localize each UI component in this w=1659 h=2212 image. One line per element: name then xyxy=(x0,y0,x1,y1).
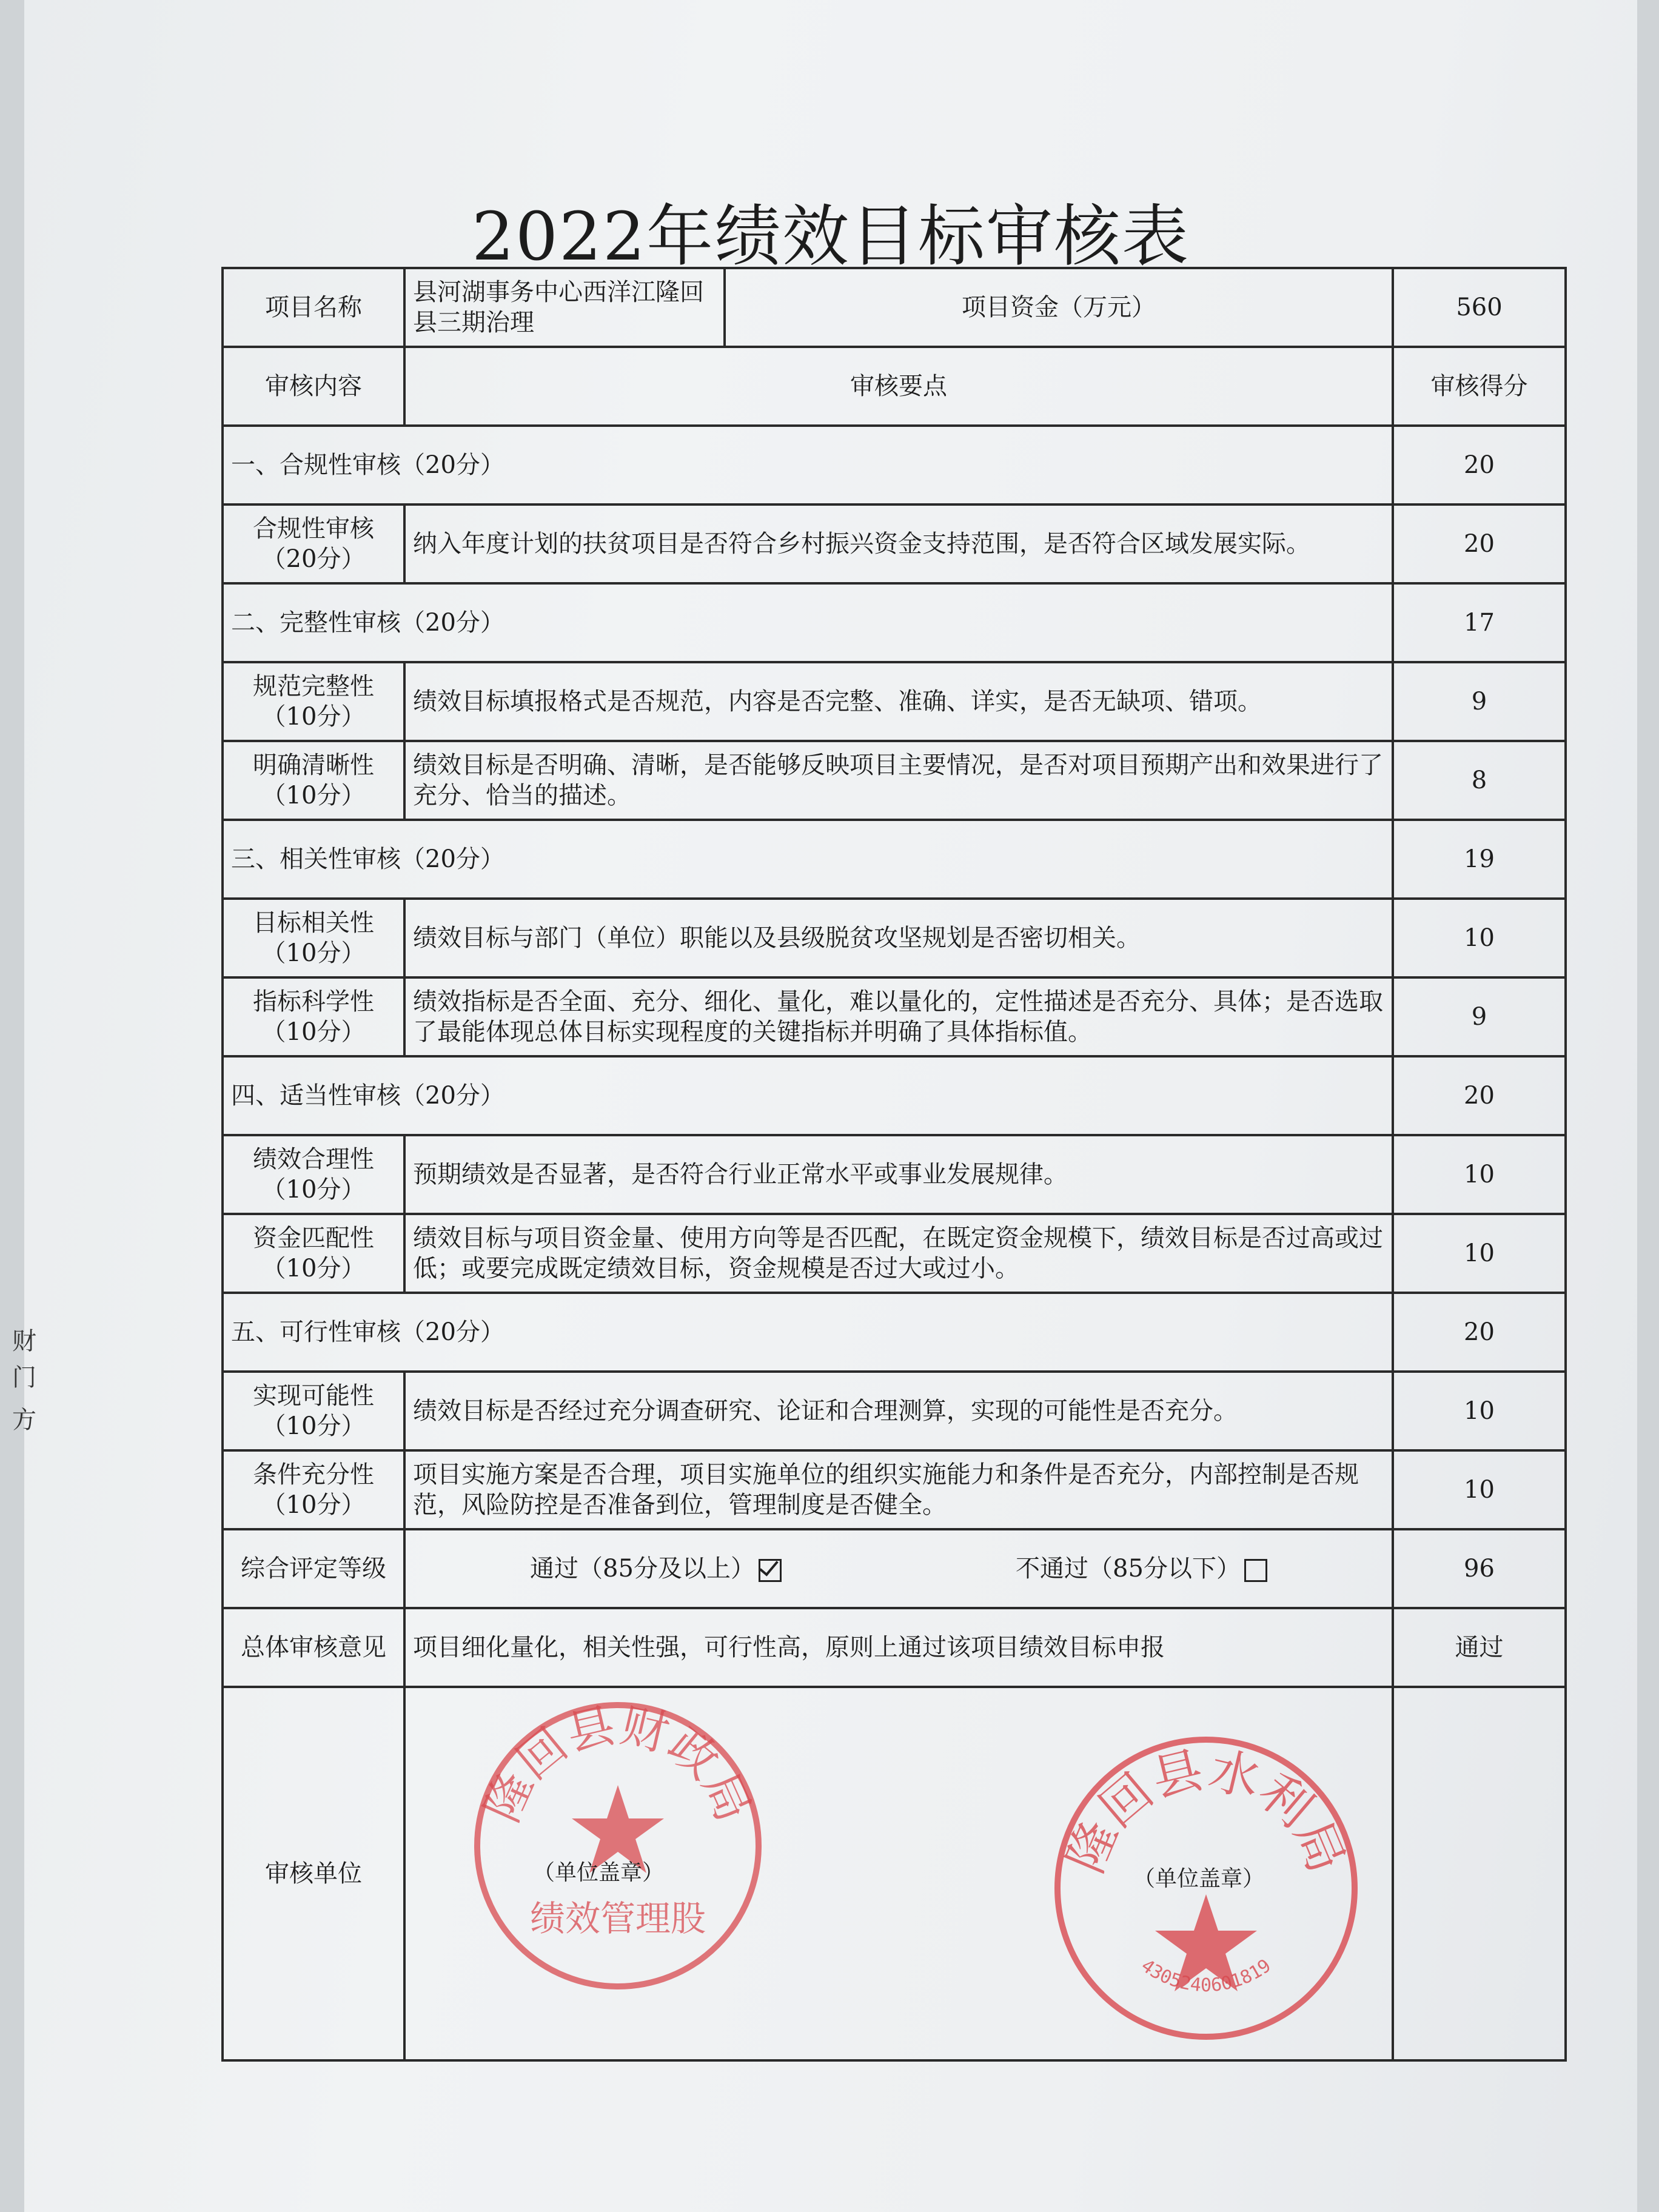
finance-bureau-seal xyxy=(466,1694,769,1997)
section-row xyxy=(223,426,1566,504)
review-table xyxy=(221,267,1567,2062)
section-score: 17 xyxy=(1393,583,1566,662)
section-row xyxy=(223,583,1566,662)
item-row xyxy=(223,662,1566,741)
item-desc: 纳入年度计划的扶贫项目是否符合乡村振兴资金支持范围，是否符合区域发展实际。 xyxy=(404,504,1393,583)
item-desc: 项目实施方案是否合理，项目实施单位的组织实施能力和条件是否充分，内部控制是否规范，风险防控是否准备到位，管理制度是否健全。 xyxy=(404,1450,1393,1529)
project-name-label: 项目名称 xyxy=(223,268,404,347)
item-name: 绩效合理性 （10分） xyxy=(223,1135,404,1214)
section-title: 一、合规性审核（20分） xyxy=(223,426,1393,504)
item-name: 指标科学性 （10分） xyxy=(223,977,404,1056)
project-row xyxy=(223,268,1566,347)
overall-label: 综合评定等级 xyxy=(223,1529,404,1608)
opinion-result: 通过 xyxy=(1393,1608,1566,1687)
opinion-row xyxy=(223,1608,1566,1687)
item-name: 目标相关性 （10分） xyxy=(223,899,404,977)
item-score: 10 xyxy=(1393,1372,1566,1450)
project-name-inner xyxy=(406,269,1392,346)
item-desc: 预期绩效是否显著，是否符合行业正常水平或事业发展规律。 xyxy=(404,1135,1393,1214)
seal2-caption: （单位盖章） xyxy=(1133,1866,1265,1891)
section-row xyxy=(223,1056,1566,1135)
item-score: 9 xyxy=(1393,662,1566,741)
overall-row xyxy=(223,1529,1566,1608)
section-title: 三、相关性审核（20分） xyxy=(223,820,1393,899)
overall-score: 96 xyxy=(1393,1529,1566,1608)
pass-checkbox[interactable] xyxy=(759,1559,782,1582)
item-score: 10 xyxy=(1393,1135,1566,1214)
fund-label: 项目资金（万元） xyxy=(962,293,1156,321)
fail-option: 不通过（85分以下） xyxy=(1016,1553,1267,1584)
opinion-text: 项目细化量化，相关性强，可行性高，原则上通过该项目绩效目标申报 xyxy=(404,1608,1393,1687)
item-score: 10 xyxy=(1393,899,1566,977)
project-name-value: 县河湖事务中心西洋江隆回县三期治理 xyxy=(406,269,726,346)
section-row xyxy=(223,1293,1566,1372)
item-score: 8 xyxy=(1393,741,1566,820)
item-row xyxy=(223,1135,1566,1214)
seal-area xyxy=(404,1687,1393,2060)
overall-options xyxy=(413,1553,1384,1584)
item-name: 合规性审核 （20分） xyxy=(223,504,404,583)
unit-score-empty xyxy=(1393,1687,1566,2060)
document-title: 2022年绩效目标审核表 xyxy=(472,198,1190,275)
item-name: 资金匹配性 （10分） xyxy=(223,1214,404,1293)
item-row xyxy=(223,1214,1566,1293)
section-title: 四、适当性审核（20分） xyxy=(223,1056,1393,1135)
svg-text:隆回县水利局: 隆回县水利局 xyxy=(1056,1741,1356,1881)
section-title: 五、可行性审核（20分） xyxy=(223,1293,1393,1372)
section-score: 20 xyxy=(1393,1293,1566,1372)
item-desc: 绩效目标是否明确、清晰，是否能够反映项目主要情况，是否对项目预期产出和效果进行了充分、恰当的描述。 xyxy=(404,741,1393,820)
section-title: 二、完整性审核（20分） xyxy=(223,583,1393,662)
item-name: 明确清晰性 （10分） xyxy=(223,741,404,820)
points-label: 审核要点 xyxy=(404,347,1393,426)
item-row xyxy=(223,977,1566,1056)
item-row xyxy=(223,741,1566,820)
document-sheet xyxy=(12,0,1637,2212)
fund-value: 560 xyxy=(1393,268,1566,347)
section-score: 20 xyxy=(1393,426,1566,504)
pass-option: 通过（85分及以上） xyxy=(530,1553,782,1584)
item-row xyxy=(223,1450,1566,1529)
opinion-label: 总体审核意见 xyxy=(223,1608,404,1687)
item-name: 规范完整性 （10分） xyxy=(223,662,404,741)
item-desc: 绩效目标与项目资金量、使用方向等是否匹配，在既定资金规模下，绩效目标是否过高或过低；或要完成既定绩效目标，资金规模是否过大或过小。 xyxy=(404,1214,1393,1293)
content-label: 审核内容 xyxy=(223,347,404,426)
edge-fragment: 财 xyxy=(12,1327,36,1355)
item-desc: 绩效目标是否经过充分调查研究、论证和合理测算，实现的可能性是否充分。 xyxy=(404,1372,1393,1450)
item-score: 9 xyxy=(1393,977,1566,1056)
edge-fragment: 门 xyxy=(12,1364,36,1392)
item-name: 实现可能性 （10分） xyxy=(223,1372,404,1450)
fail-checkbox[interactable] xyxy=(1244,1559,1267,1582)
item-desc: 绩效指标是否全面、充分、细化、量化，难以量化的，定性描述是否充分、具体；是否选取了最能体现总体目标实现程度的关键指标并明确了具体指标值。 xyxy=(404,977,1393,1056)
item-row xyxy=(223,1372,1566,1450)
item-name: 条件充分性 （10分） xyxy=(223,1450,404,1529)
item-row xyxy=(223,504,1566,583)
item-desc: 绩效目标填报格式是否规范，内容是否完整、准确、详实，是否无缺项、错项。 xyxy=(404,662,1393,741)
unit-label: 审核单位 xyxy=(223,1687,404,2060)
item-score: 20 xyxy=(1393,504,1566,583)
svg-text:4305240601819: 4305240601819 xyxy=(1137,1955,1275,1996)
header-row xyxy=(223,347,1566,426)
item-score: 10 xyxy=(1393,1214,1566,1293)
item-score: 10 xyxy=(1393,1450,1566,1529)
score-label: 审核得分 xyxy=(1393,347,1566,426)
section-score: 19 xyxy=(1393,820,1566,899)
svg-text:绩效管理股: 绩效管理股 xyxy=(529,1898,706,1939)
unit-row xyxy=(223,1687,1566,2060)
section-row xyxy=(223,820,1566,899)
svg-text:隆回县财政局: 隆回县财政局 xyxy=(475,1698,761,1830)
seal1-caption: （单位盖章） xyxy=(533,1860,665,1885)
item-row xyxy=(223,899,1566,977)
item-desc: 绩效目标与部门（单位）职能以及县级脱贫攻坚规划是否密切相关。 xyxy=(404,899,1393,977)
edge-fragment: 方 xyxy=(12,1406,36,1434)
section-score: 20 xyxy=(1393,1056,1566,1135)
